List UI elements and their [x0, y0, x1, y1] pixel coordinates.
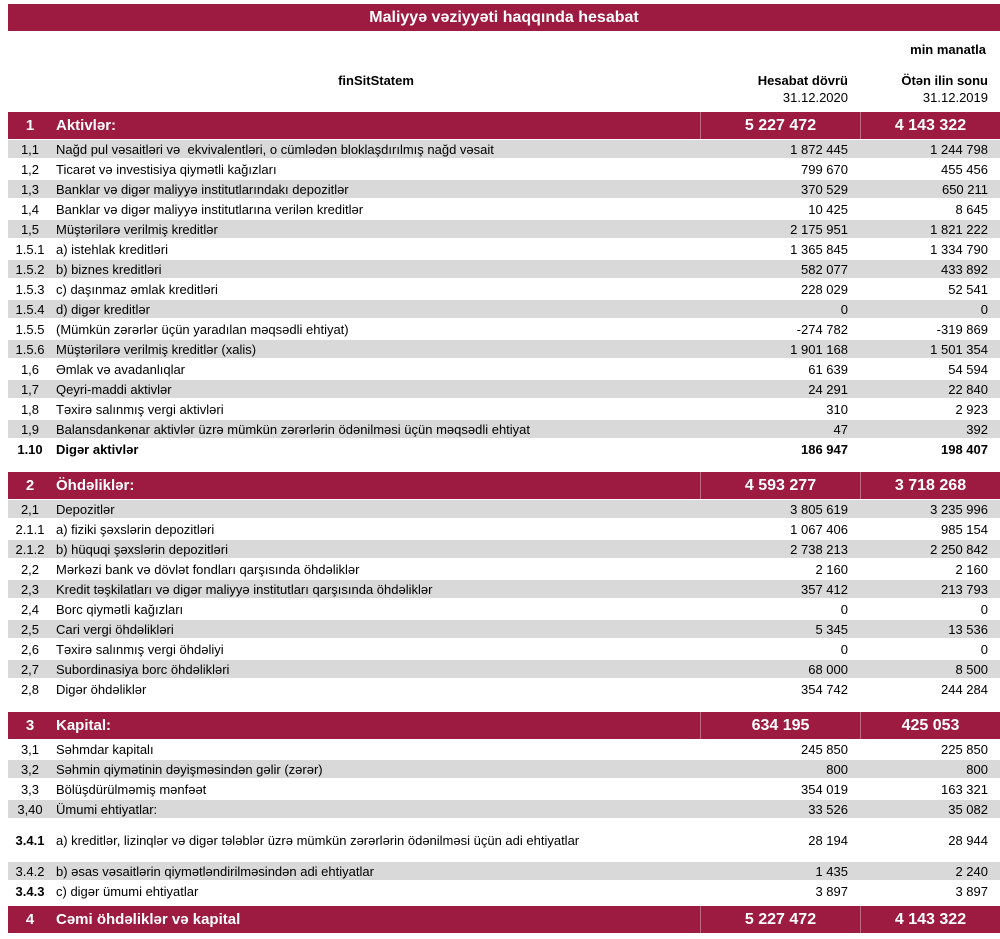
table-row — [8, 739, 1000, 759]
section-total-2019: 4 143 322 — [860, 906, 1000, 933]
row-value-2020: 582 077 — [801, 261, 848, 277]
row-label: Təxirə salınmış vergi öhdəliyi — [56, 641, 224, 657]
table-row — [8, 179, 1000, 199]
section-title: Aktivlər: — [56, 117, 117, 134]
row-value-2019: 28 944 — [948, 832, 988, 848]
table-row — [8, 159, 1000, 179]
row-value-2020: 1 901 168 — [790, 341, 848, 357]
row-value-2020: 5 345 — [815, 621, 848, 637]
row-number: 2,1 — [20, 501, 40, 517]
row-value-2019: 3 897 — [955, 883, 988, 899]
row-value-2019: 244 284 — [941, 681, 988, 697]
row-number: 1.10 — [17, 441, 43, 457]
table-row — [8, 319, 1000, 339]
row-label: Əmlak və avadanlıqlar — [56, 361, 186, 377]
row-value-2019: 1 821 222 — [930, 221, 988, 237]
row-value-2019: 433 892 — [941, 261, 988, 277]
table-row — [8, 359, 1000, 379]
section-header-row — [8, 712, 1000, 739]
section-header-row — [8, 906, 1000, 933]
table-row — [8, 279, 1000, 299]
row-number: 1.5.2 — [15, 261, 45, 277]
row-number-header — [8, 72, 52, 106]
row-number: 2,3 — [20, 581, 40, 597]
row-label: Cari vergi öhdəlikləri — [56, 621, 174, 637]
row-label: Balansdankənar aktivlər üzrə mümkün zərərlərin ödənilməsi üçün məqsədli ehtiyat — [56, 421, 531, 437]
row-value-2020: 28 194 — [808, 832, 848, 848]
row-value-2020: 1 435 — [815, 863, 848, 879]
row-label: Mərkəzi bank və dövlət fondları qarşısında öhdəliklər — [56, 561, 360, 577]
row-value-2020: 370 529 — [801, 181, 848, 197]
row-value-2019: 52 541 — [948, 281, 988, 297]
table-row — [8, 881, 1000, 901]
row-label: (Mümkün zərərlər üçün yaradılan məqsədli ehtiyat) — [56, 321, 349, 337]
row-value-2020: 3 897 — [815, 883, 848, 899]
section-number: 1 — [25, 117, 35, 134]
row-label: b) biznes kreditləri — [56, 261, 162, 277]
table-row — [8, 659, 1000, 679]
row-number: 1,5 — [20, 221, 40, 237]
row-label: c) daşınmaz əmlak kreditləri — [56, 281, 218, 297]
row-label: Təxirə salınmış vergi aktivləri — [56, 401, 224, 417]
row-value-2020: 2 160 — [815, 561, 848, 577]
row-value-2020: 354 742 — [801, 681, 848, 697]
table-row — [8, 799, 1000, 819]
row-label: b) hüquqi şəxslərin depozitləri — [56, 541, 228, 557]
table-row — [8, 439, 1000, 459]
section-total-2020: 5 227 472 — [700, 906, 860, 933]
row-number: 2,4 — [20, 601, 40, 617]
table-row — [8, 259, 1000, 279]
table-row — [8, 619, 1000, 639]
row-value-2019: 800 — [966, 761, 988, 777]
section-total-2020: 634 195 — [700, 712, 860, 739]
previous-year-header — [860, 72, 1000, 106]
row-value-2020: 1 067 406 — [790, 521, 848, 537]
section-number: 4 — [25, 911, 35, 928]
row-number: 1.5.6 — [15, 341, 45, 357]
section-title: Cəmi öhdəliklər və kapital — [56, 911, 241, 928]
statement-name-header: finSitStatem — [338, 73, 414, 88]
col1-header-label: Hesabat dövrü — [757, 73, 848, 88]
row-number: 1.5.5 — [15, 321, 45, 337]
row-value-2020: 228 029 — [801, 281, 848, 297]
row-number: 1.5.3 — [15, 281, 45, 297]
row-label: Digər aktivlər — [56, 441, 139, 457]
report-title: Maliyyə vəziyyəti haqqında hesabat — [369, 8, 639, 26]
row-number: 1,7 — [20, 381, 40, 397]
col2-header-label: Ötən ilin sonu — [901, 73, 988, 88]
table-row — [8, 679, 1000, 699]
row-number: 1,9 — [20, 421, 40, 437]
row-number: 2.1.1 — [15, 521, 45, 537]
row-value-2019: 1 501 354 — [930, 341, 988, 357]
row-value-2020: 1 365 845 — [790, 241, 848, 257]
row-number: 1.5.1 — [15, 241, 45, 257]
row-number: 2,7 — [20, 661, 40, 677]
reporting-period-header — [700, 72, 860, 106]
row-value-2020: 0 — [840, 601, 848, 617]
table-row — [8, 499, 1000, 519]
row-label: Subordinasiya borc öhdəlikləri — [56, 661, 230, 677]
row-label: Səhmdar kapitalı — [56, 741, 154, 757]
row-value-2019: 0 — [980, 601, 988, 617]
row-value-2020: 0 — [840, 301, 848, 317]
section-number: 3 — [25, 717, 35, 734]
table-row — [8, 559, 1000, 579]
table-row — [8, 819, 1000, 861]
row-value-2019: 22 840 — [948, 381, 988, 397]
row-label: Bölüşdürülməmiş mənfəət — [56, 781, 207, 797]
table-row — [8, 239, 1000, 259]
row-label: c) digər ümumi ehtiyatlar — [56, 883, 199, 899]
row-label: Müştərilərə verilmiş kreditlər — [56, 221, 218, 237]
row-number: 2,8 — [20, 681, 40, 697]
row-number: 1,8 — [20, 401, 40, 417]
section-title: Kapital: — [56, 717, 112, 734]
row-value-2019: 985 154 — [941, 521, 988, 537]
row-number: 3,40 — [17, 801, 43, 817]
row-number: 2.1.2 — [15, 541, 45, 557]
section-total-2019: 4 143 322 — [860, 112, 1000, 139]
column-headers — [8, 72, 1000, 106]
row-value-2019: 35 082 — [948, 801, 988, 817]
row-value-2020: 61 639 — [808, 361, 848, 377]
row-number: 1,2 — [20, 161, 40, 177]
row-label: Ticarət və investisiya qiymətli kağızları — [56, 161, 277, 177]
row-value-2020: 354 019 — [801, 781, 848, 797]
row-value-2019: 3 235 996 — [930, 501, 988, 517]
row-value-2020: 68 000 — [808, 661, 848, 677]
row-label: Ümumi ehtiyatlar: — [56, 801, 158, 817]
row-label: b) əsas vəsaitlərin qiymətləndirilməsindən adi ehtiyatlar — [56, 863, 374, 879]
table-row — [8, 759, 1000, 779]
row-value-2020: 800 — [826, 761, 848, 777]
row-number: 1.5.4 — [15, 301, 45, 317]
row-value-2019: 213 793 — [941, 581, 988, 597]
section-total-2020: 4 593 277 — [700, 472, 860, 499]
table-row — [8, 539, 1000, 559]
statement-table — [8, 112, 1000, 933]
table-row — [8, 219, 1000, 239]
row-value-2019: 13 536 — [948, 621, 988, 637]
row-number: 2,2 — [20, 561, 40, 577]
row-number: 3,2 — [20, 761, 40, 777]
row-value-2019: 0 — [980, 301, 988, 317]
table-row — [8, 861, 1000, 881]
row-label: Nağd pul vəsaitləri və ekvivalentləri, o cümlədən bloklaşdırılmış nağd vəsait — [56, 141, 494, 157]
row-label: Depozitlər — [56, 501, 115, 517]
row-value-2019: 54 594 — [948, 361, 988, 377]
row-number: 1,4 — [20, 201, 40, 217]
row-value-2020: 10 425 — [808, 201, 848, 217]
report-title-bar — [8, 4, 1000, 31]
row-value-2020: -274 782 — [796, 321, 848, 337]
row-value-2020: 2 175 951 — [790, 221, 848, 237]
row-value-2019: -319 869 — [936, 321, 988, 337]
row-value-2019: 8 500 — [955, 661, 988, 677]
row-number: 1,3 — [20, 181, 40, 197]
row-label: a) istehlak kreditləri — [56, 241, 168, 257]
row-label: a) kreditlər, lizinqlər və digər tələblər üzrə mümkün zərərlərin ödənilməsi üçün adi ehtiyatlar — [56, 832, 580, 848]
row-label: Səhmin qiymətinin dəyişməsindən gəlir (zərər) — [56, 761, 323, 777]
row-number: 3.4.1 — [15, 832, 45, 848]
section-total-2020: 5 227 472 — [700, 112, 860, 139]
row-value-2020: 357 412 — [801, 581, 848, 597]
table-row — [8, 519, 1000, 539]
row-value-2019: 2 250 842 — [930, 541, 988, 557]
row-value-2020: 47 — [833, 421, 848, 437]
row-label: d) digər kreditlər — [56, 301, 150, 317]
financial-position-report — [8, 4, 1000, 933]
row-value-2020: 1 872 445 — [790, 141, 848, 157]
row-value-2019: 163 321 — [941, 781, 988, 797]
row-value-2019: 0 — [980, 641, 988, 657]
table-row — [8, 299, 1000, 319]
row-value-2019: 2 240 — [955, 863, 988, 879]
table-row — [8, 419, 1000, 439]
row-label: Müştərilərə verilmiş kreditlər (xalis) — [56, 341, 257, 357]
table-row — [8, 339, 1000, 359]
table-row — [8, 639, 1000, 659]
table-row — [8, 139, 1000, 159]
row-number: 2,5 — [20, 621, 40, 637]
row-label: Kredit təşkilatları və digər maliyyə institutları qarşısında öhdəliklər — [56, 581, 433, 597]
table-row — [8, 399, 1000, 419]
row-value-2019: 455 456 — [941, 161, 988, 177]
table-row — [8, 199, 1000, 219]
row-value-2020: 33 526 — [808, 801, 848, 817]
row-number: 1,1 — [20, 141, 40, 157]
row-label: Borc qiymətli kağızları — [56, 601, 184, 617]
row-value-2020: 24 291 — [808, 381, 848, 397]
row-value-2019: 1 244 798 — [930, 141, 988, 157]
row-value-2020: 0 — [840, 641, 848, 657]
row-value-2020: 799 670 — [801, 161, 848, 177]
row-label: Qeyri-maddi aktivlər — [56, 381, 172, 397]
row-value-2020: 310 — [826, 401, 848, 417]
row-value-2019: 2 160 — [955, 561, 988, 577]
table-row — [8, 599, 1000, 619]
table-row — [8, 379, 1000, 399]
col2-header-date: 31.12.2019 — [922, 90, 988, 105]
section-total-2019: 3 718 268 — [860, 472, 1000, 499]
row-value-2019: 198 407 — [941, 441, 988, 457]
row-label: Digər öhdəliklər — [56, 681, 147, 697]
row-value-2019: 392 — [966, 421, 988, 437]
row-value-2019: 8 645 — [955, 201, 988, 217]
row-number: 3.4.3 — [15, 883, 45, 899]
row-value-2020: 2 738 213 — [790, 541, 848, 557]
row-value-2020: 245 850 — [801, 741, 848, 757]
row-value-2019: 225 850 — [941, 741, 988, 757]
row-number: 3,1 — [20, 741, 40, 757]
row-value-2020: 3 805 619 — [790, 501, 848, 517]
row-label: a) fiziki şəxslərin depozitləri — [56, 521, 215, 537]
section-title: Öhdəliklər: — [56, 477, 135, 494]
table-row — [8, 579, 1000, 599]
row-label: Banklar və digər maliyyə institutlarına verilən kreditlər — [56, 201, 364, 217]
row-value-2019: 650 211 — [941, 181, 988, 197]
row-number: 3.4.2 — [15, 863, 45, 879]
row-number: 1,6 — [20, 361, 40, 377]
section-number: 2 — [25, 477, 35, 494]
section-header-row — [8, 112, 1000, 139]
row-value-2020: 186 947 — [801, 441, 848, 457]
col1-header-date: 31.12.2020 — [782, 90, 848, 105]
row-label: Banklar və digər maliyyə institutlarındakı depozitlər — [56, 181, 349, 197]
row-value-2019: 1 334 790 — [930, 241, 988, 257]
row-number: 2,6 — [20, 641, 40, 657]
section-total-2019: 425 053 — [860, 712, 1000, 739]
unit-note: min manatla — [910, 42, 986, 57]
section-header-row — [8, 472, 1000, 499]
row-number: 3,3 — [20, 781, 40, 797]
table-row — [8, 779, 1000, 799]
row-value-2019: 2 923 — [955, 401, 988, 417]
